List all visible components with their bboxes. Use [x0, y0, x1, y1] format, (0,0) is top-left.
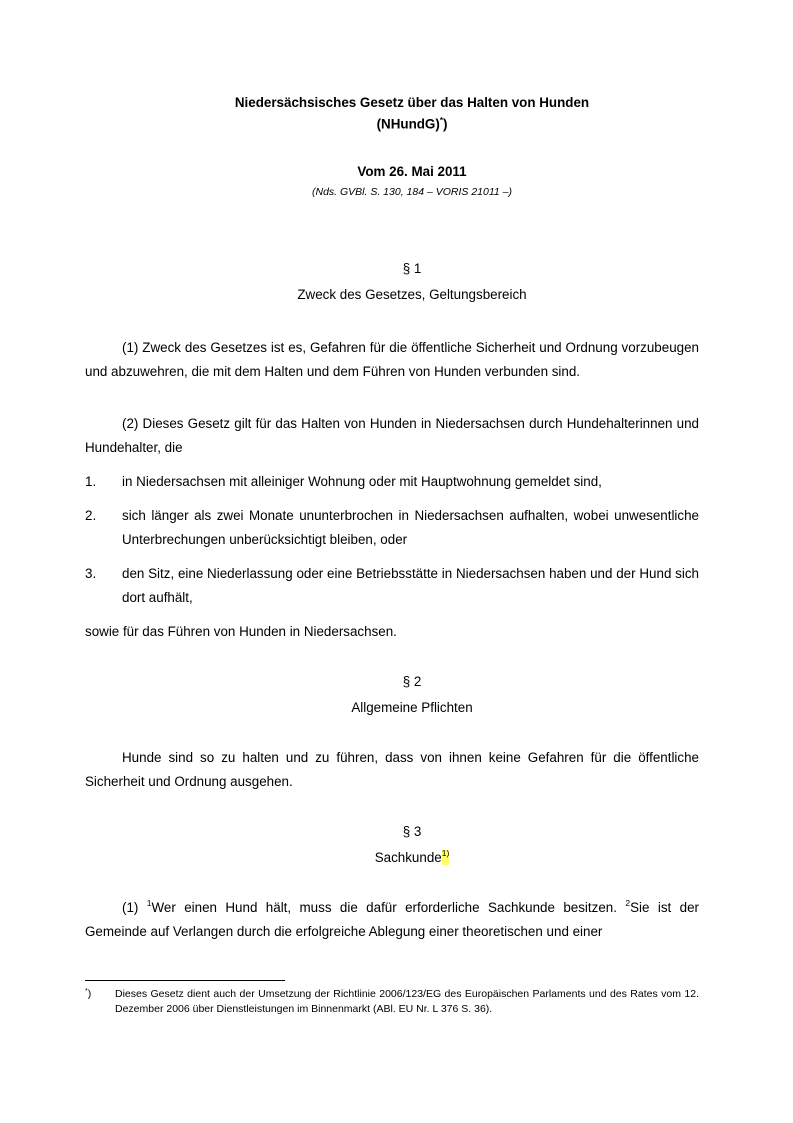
numbered-list — [85, 470, 699, 610]
list-item: 3. den Sitz, eine Niederlassung oder eine Betriebsstätte in Niedersachsen haben und der Hund sich dort aufhält, — [85, 566, 699, 606]
paragraph: sowie für das Führen von Hunden in Niedersachsen. — [85, 624, 397, 640]
section-number: § 3 — [402, 824, 422, 840]
footnote-divider — [85, 980, 285, 981]
law-abbreviation: (NHundG)*) — [376, 116, 448, 132]
section-title: Zweck des Gesetzes, Geltungsbereich — [297, 287, 527, 303]
sentence-number: 1 — [146, 898, 152, 909]
paragraph: (1) Zweck des Gesetzes ist es, Gefahren für die öffentliche Sicherheit und Ordnung vorzubeugen und abzuwehren, die mit dem Halten und dem Führen von Hunden verbunden sind. — [85, 340, 699, 380]
law-source: (Nds. GVBl. S. 130, 184 – VORIS 21011 –) — [312, 186, 512, 199]
footnote — [85, 987, 699, 1017]
paragraph: (2) Dieses Gesetz gilt für das Halten von Hunden in Niedersachsen durch Hundehalterinnen und Hundehalter, die — [85, 416, 699, 456]
section-3-heading — [85, 820, 699, 870]
paragraph: (1) $^1$Wer einen Hund hält, muss die dafür erforderliche Sachkunde besitzen. $^2$Sie ist der Gemeinde auf Verlangen durch die erfolgreiche Ablegung einer theoretischen und einer — [85, 898, 699, 940]
law-date: Vom 26. Mai 2011 — [357, 164, 467, 180]
paragraph: Hunde sind so zu halten und zu führen, dass von ihnen keine Gefahren für die öffentliche Sicherheit und Ordnung ausgehen. — [85, 750, 699, 790]
section-1-heading — [85, 257, 699, 307]
section-2-heading — [85, 670, 699, 720]
section-title: Allgemeine Pflichten — [351, 700, 473, 716]
highlighted-footnote-reference: 1) — [442, 850, 450, 865]
section-number: § 1 — [402, 261, 422, 277]
section-title: Sachkunde$^{1)}$ — [374, 848, 450, 866]
footnote-text: Dieses Gesetz dient auch der Umsetzung der Richtlinie 2006/123/EG des Europäischen Parlaments und des Rates vom 12. Dezember 2006 über Dienstleistungen im Binnenmarkt (ABl. EU Nr. L 376 S. 36). — [115, 988, 699, 1015]
document-header — [85, 0, 699, 199]
law-title: Niedersächsisches Gesetz über das Halten von Hunden — [234, 95, 590, 110]
sentence-number: 2 — [625, 898, 631, 909]
list-item: 2. sich länger als zwei Monate ununterbrochen in Niedersachsen aufhalten, wobei unwesentliche Unterbrechungen unberücksichtigt bleiben, oder — [85, 508, 699, 548]
section-number: § 2 — [402, 674, 422, 690]
footnote-reference-star: * — [439, 116, 443, 125]
list-item: 1. in Niedersachsen mit alleiniger Wohnung oder mit Hauptwohnung gemeldet sind, — [85, 474, 602, 490]
footnote-marker: *) — [85, 988, 92, 1000]
